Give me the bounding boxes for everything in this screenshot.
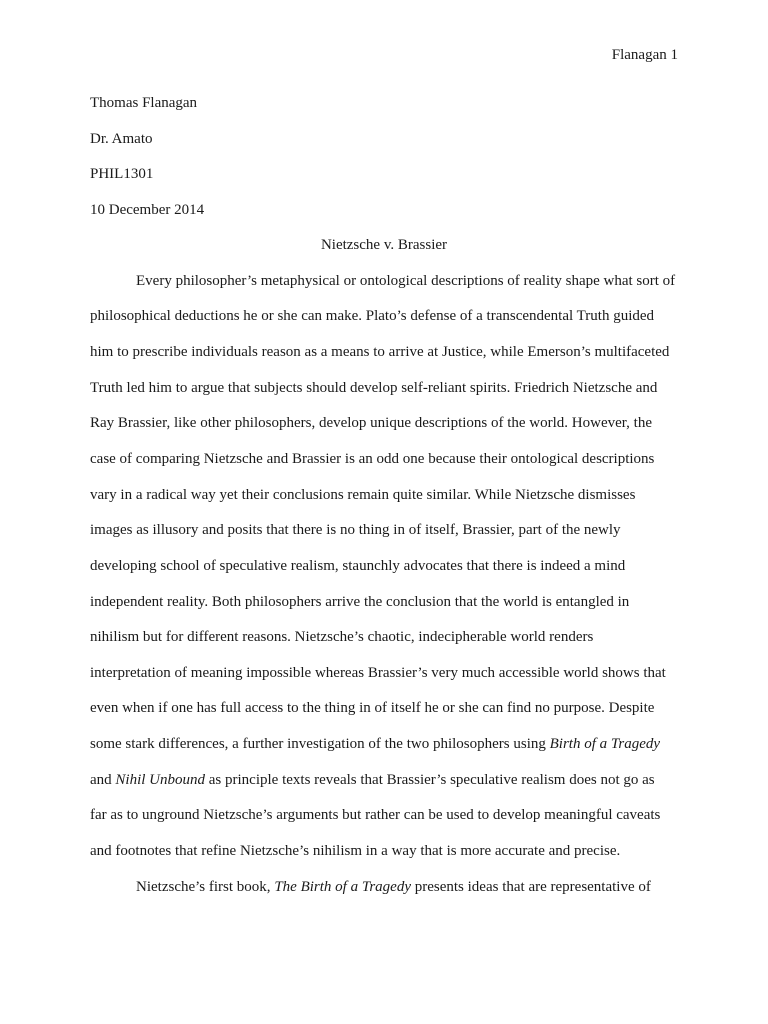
body-line: him to prescribe individuals reason as a means to arrive at Justice, while Emerson’s multifaceted xyxy=(90,344,670,360)
body-line: independent reality. Both philosophers arrive the conclusion that the world is entangled in xyxy=(90,594,630,610)
body-line xyxy=(136,877,651,897)
body-text: presents ideas that are representative of xyxy=(410,879,651,895)
body-line: Every philosopher’s metaphysical or ontological descriptions of reality shape what sort of xyxy=(136,273,676,289)
body-line: vary in a radical way yet their conclusions remain quite similar. While Nietzsche dismisses xyxy=(90,487,636,503)
body-text: as principle texts reveals that Brassier’s speculative realism does not go as xyxy=(205,772,655,788)
body-line xyxy=(90,734,660,754)
instructor-name: Dr. Amato xyxy=(90,131,153,147)
body-line: and footnotes that refine Nietzsche’s nihilism in a way that is more accurate and precise. xyxy=(90,843,621,859)
body-line: far as to unground Nietzsche’s arguments but rather can be used to develop meaningful caveats xyxy=(90,807,661,823)
book-title-italic: Nihil Unbound xyxy=(115,772,206,788)
body-line: philosophical deductions he or she can make. Plato’s defense of a transcendental Truth guided xyxy=(90,308,655,324)
book-title-italic: Birth of a Tragedy xyxy=(549,736,661,752)
body-line: images as illusory and posits that there is no thing in of itself, Brassier, part of the newly xyxy=(90,522,621,538)
author-name: Thomas Flanagan xyxy=(90,95,198,111)
body-line: even when if one has full access to the thing in of itself he or she can find no purpose. Despite xyxy=(90,700,655,716)
body-line: case of comparing Nietzsche and Brassier is an odd one because their ontological descriptions xyxy=(90,451,655,467)
body-line xyxy=(90,770,655,790)
body-line: nihilism but for different reasons. Nietzsche’s chaotic, indecipherable world renders xyxy=(90,629,594,645)
body-text: some stark differences, a further investigation of the two philosophers using xyxy=(90,736,550,752)
body-line: Truth led him to argue that subjects should develop self-reliant spirits. Friedrich Nietzsche and xyxy=(90,380,658,396)
body-line: developing school of speculative realism, staunchly advocates that there is indeed a mind xyxy=(90,558,626,574)
course-code: PHIL1301 xyxy=(90,166,154,182)
body-text: and xyxy=(90,772,116,788)
running-head: Flanagan 1 xyxy=(611,47,678,63)
body-line: interpretation of meaning impossible whereas Brassier’s very much accessible world shows that xyxy=(90,665,666,681)
book-title-italic: The Birth of a Tragedy xyxy=(274,879,411,895)
paper-title: Nietzsche v. Brassier xyxy=(320,237,448,253)
paper-date: 10 December 2014 xyxy=(90,202,205,218)
body-text: Nietzsche’s first book, xyxy=(136,879,275,895)
body-line: Ray Brassier, like other philosophers, develop unique descriptions of the world. However, the xyxy=(90,415,653,431)
